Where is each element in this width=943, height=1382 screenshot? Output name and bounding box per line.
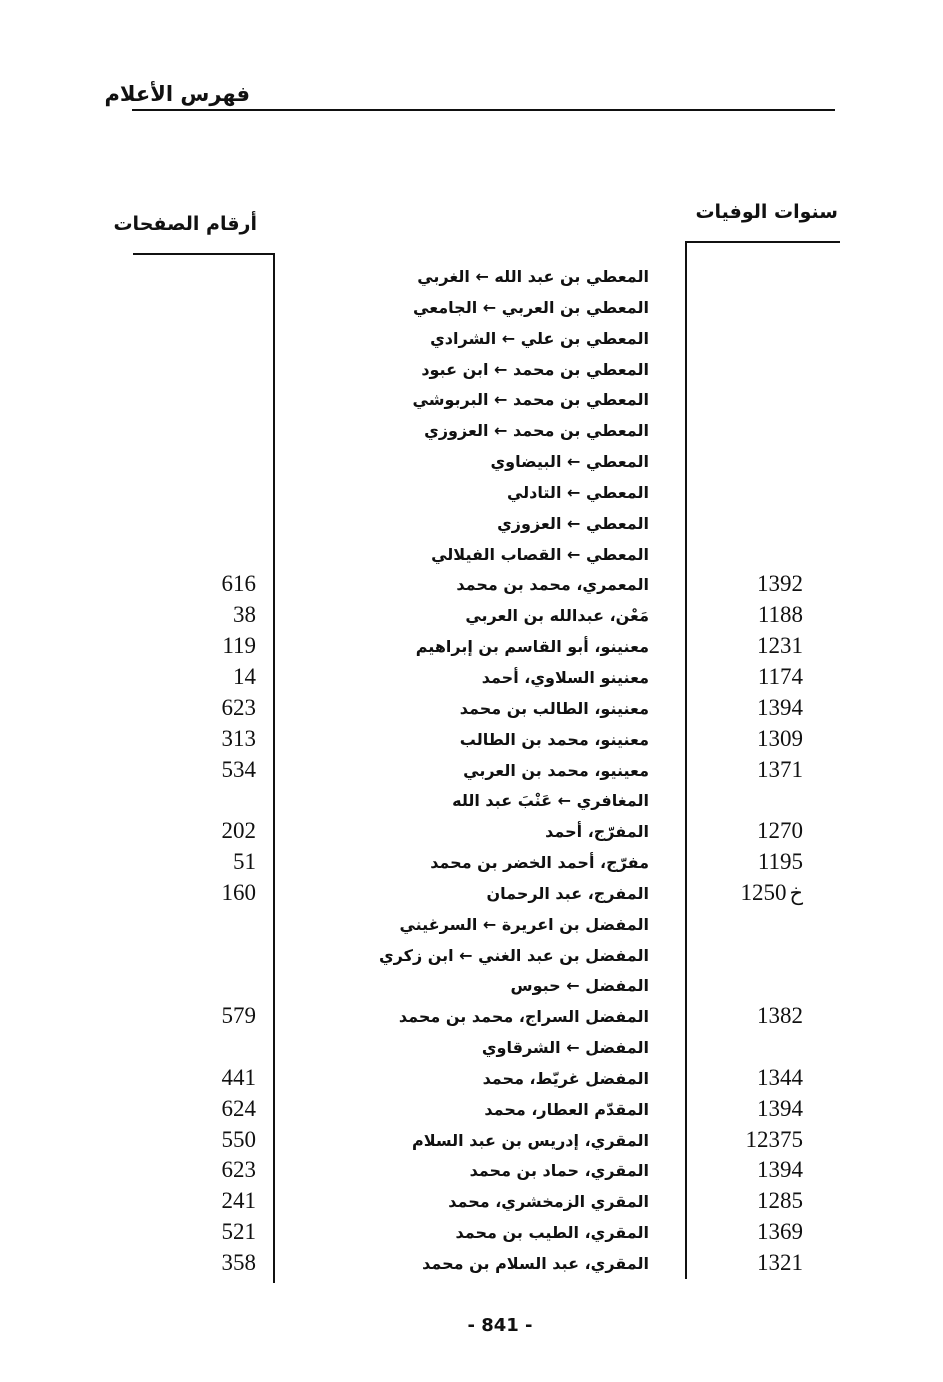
death-year-value: 1250 — [740, 879, 787, 905]
index-row — [0, 942, 943, 973]
death-year-value: 1382 — [757, 1003, 803, 1029]
header-rule — [132, 109, 835, 111]
death-year — [713, 1157, 803, 1183]
death-year-value: 1188 — [757, 602, 803, 628]
index-row — [0, 849, 943, 880]
page-reference: 202 — [221, 818, 256, 844]
page-reference: 521 — [221, 1219, 256, 1245]
page-reference: 38 — [233, 602, 256, 628]
death-year-value: 1394 — [757, 1095, 803, 1121]
index-row — [0, 417, 943, 448]
index-row — [0, 1219, 943, 1250]
index-row — [0, 386, 943, 417]
entry-name: المفضل بن عبد الغني ← ابن زكري — [379, 945, 649, 965]
death-year — [713, 571, 803, 597]
index-row — [0, 726, 943, 757]
index-row — [0, 1188, 943, 1219]
entry-name: المعطي ← القصاب الفيلالي — [431, 544, 649, 564]
entry-name: المقري، الطيب بن محمد — [455, 1223, 649, 1243]
death-year-value: 1309 — [757, 725, 803, 751]
index-row — [0, 695, 943, 726]
entry-name: المقري، إدريس بن عبد السلام — [412, 1130, 649, 1150]
index-row — [0, 1250, 943, 1281]
entry-name: المقري، حماد بن محمد — [469, 1161, 649, 1181]
death-year — [713, 1250, 803, 1276]
entry-name: معنينو، أبو القاسم بن إبراهيم — [415, 637, 649, 657]
death-year — [713, 664, 803, 690]
death-year — [713, 1096, 803, 1122]
death-year-value: 1285 — [757, 1188, 803, 1214]
index-row — [0, 448, 943, 479]
index-row — [0, 972, 943, 1003]
entry-name: معنينو، الطالب بن محمد — [459, 698, 649, 718]
entry-name: المفضل السراج، محمد بن محمد — [398, 1007, 649, 1027]
page-reference: 441 — [221, 1064, 256, 1090]
death-year-value: 1394 — [757, 1157, 803, 1183]
death-year-value: 1371 — [757, 756, 803, 782]
entry-name: المفضل غريّط، محمد — [482, 1068, 649, 1088]
years-column-heading: سنوات الوفيات — [695, 201, 838, 223]
page-reference: 623 — [221, 694, 256, 720]
entry-name: المعطي ← البيضاوي — [490, 452, 649, 472]
index-row — [0, 541, 943, 572]
running-title: فهرس الأعلام — [104, 82, 250, 106]
entry-name: المقري الزمخشري، محمد — [448, 1192, 649, 1212]
death-year-value: 1369 — [757, 1219, 803, 1245]
death-year-value: 1174 — [757, 663, 803, 689]
death-year-value: 1321 — [757, 1250, 803, 1275]
death-year-value: 1394 — [757, 694, 803, 720]
death-year — [713, 726, 803, 752]
entry-name: المفرّج، أحمد — [545, 822, 649, 842]
entry-name: المعطي بن محمد ← ابن عبود — [421, 359, 649, 379]
death-year-value: 1270 — [757, 818, 803, 844]
page-reference: 624 — [221, 1095, 256, 1121]
index-row — [0, 1003, 943, 1034]
entry-name: المعطي بن العربي ← الجامعي — [413, 297, 649, 317]
death-year — [713, 1003, 803, 1029]
page-reference: 358 — [221, 1250, 256, 1275]
pages-column-top-rule — [133, 253, 274, 255]
entry-name: معينيو، محمد بن العربي — [463, 760, 649, 780]
page-number: - 841 - — [467, 1315, 533, 1336]
index-row — [0, 1127, 943, 1158]
index-row — [0, 787, 943, 818]
page-reference: 550 — [221, 1126, 256, 1152]
index-row — [0, 1034, 943, 1065]
death-year-mark: خ — [789, 880, 803, 905]
death-year — [713, 880, 803, 906]
death-year — [713, 695, 803, 721]
index-row — [0, 571, 943, 602]
death-year — [713, 1188, 803, 1214]
entry-name: المعطي ← التادلي — [506, 482, 649, 502]
index-row — [0, 1096, 943, 1127]
page-reference: 623 — [221, 1157, 256, 1183]
entry-name: المعطي بن محمد ← العزوزي — [424, 421, 649, 441]
death-year-value: 1231 — [757, 633, 803, 659]
death-year — [713, 1065, 803, 1091]
page-reference: 534 — [221, 756, 256, 782]
index-row — [0, 664, 943, 695]
page-reference: 14 — [233, 663, 256, 689]
entry-name: المعمري، محمد بن محمد — [456, 575, 649, 595]
index-row — [0, 757, 943, 788]
entry-name: المعطي بن عبد الله ← الغربي — [417, 267, 649, 286]
page-reference: 313 — [221, 725, 256, 751]
pages-column-heading: أرقام الصفحات — [113, 213, 257, 235]
page-reference: 579 — [221, 1003, 256, 1029]
index-row — [0, 510, 943, 541]
index-row — [0, 356, 943, 387]
page-reference: 241 — [221, 1188, 256, 1214]
death-year-value: 12375 — [745, 1126, 803, 1152]
entry-name: المعطي بن علي ← الشرادي — [430, 328, 649, 348]
entry-name: المغافري ← عَنْبَ عبد الله — [452, 791, 649, 811]
death-year-value: 1195 — [757, 849, 803, 875]
entry-name: المفضل بن اعريرة ← السرغيني — [399, 914, 649, 934]
entry-name: المفضل ← حبوس — [510, 976, 649, 996]
index-row — [0, 263, 943, 294]
index-row — [0, 911, 943, 942]
entry-name: معنينو، محمد بن الطالب — [459, 729, 649, 749]
index-row — [0, 880, 943, 911]
index-row — [0, 633, 943, 664]
index-entries — [0, 263, 943, 1281]
index-row — [0, 1157, 943, 1188]
death-year — [713, 818, 803, 844]
death-year — [713, 849, 803, 875]
years-column-top-rule — [685, 241, 840, 243]
index-row — [0, 479, 943, 510]
death-year — [713, 602, 803, 628]
death-year — [713, 1127, 803, 1153]
page-reference: 119 — [222, 633, 256, 659]
page-reference: 51 — [233, 849, 256, 875]
index-row — [0, 325, 943, 356]
page-reference: 616 — [221, 571, 256, 597]
entry-name: مَعْن، عبدالله بن العربي — [465, 606, 649, 626]
index-row — [0, 1065, 943, 1096]
death-year — [713, 1219, 803, 1245]
index-row — [0, 602, 943, 633]
death-year — [713, 633, 803, 659]
death-year-value: 1344 — [757, 1064, 803, 1090]
entry-name: المقدّم العطار، محمد — [484, 1099, 649, 1119]
page-reference: 160 — [221, 879, 256, 905]
entry-name: المعطي ← العزوزي — [497, 513, 649, 533]
entry-name: مفرّج، أحمد الخضر بن محمد — [430, 853, 649, 873]
entry-name: المقري، عبد السلام بن محمد — [422, 1254, 649, 1273]
death-year — [713, 757, 803, 783]
entry-name: المعطي بن محمد ← البربوشي — [412, 390, 649, 410]
entry-name: المفضل ← الشرقاوي — [481, 1038, 649, 1058]
death-year-value: 1392 — [757, 571, 803, 597]
index-row — [0, 818, 943, 849]
entry-name: معنينو السلاوي، أحمد — [481, 667, 649, 687]
index-row — [0, 294, 943, 325]
entry-name: المفرج، عبد الرحمان — [486, 883, 649, 903]
